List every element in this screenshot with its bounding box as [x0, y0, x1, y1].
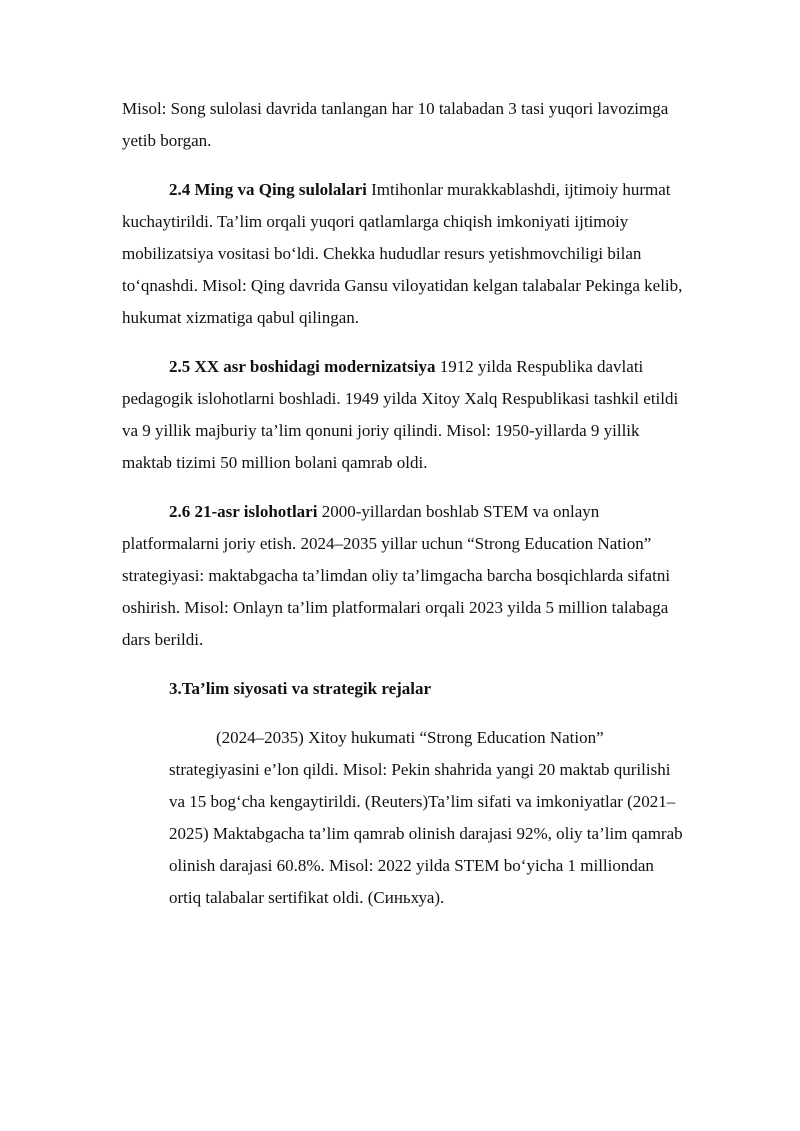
section-2-6-heading: 2.6 21-asr islohotlari [169, 502, 318, 521]
section-3-paragraph: (2024–2035) Xitoy hukumati “Strong Education Nation” strategiyasini e’lon qildi. Misol: Pekin shahrida yangi 20 maktab qurilishi va 15 bog‘cha kengaytirildi. (Reuters)Ta’lim sifati va imkoniyatlar (2021–2025) Maktabgacha ta’lim qamrab olinish darajasi 92%, oliy ta’lim qamrab olinish darajasi 60.8%. Misol: 2022 yilda STEM bo‘yicha 1 milliondan ortiq talabalar sertifikat oldi. (Синьхуа). [169, 728, 683, 907]
section-2-4-paragraph [122, 174, 690, 334]
section-2-6-paragraph [122, 496, 690, 656]
section-2-5-paragraph [122, 351, 690, 479]
section-3-heading: 3.Ta’lim siyosati va strategik rejalar [169, 679, 432, 698]
intro-paragraph: Misol: Song sulolasi davrida tanlangan har 10 talabadan 3 tasi yuqori lavozimga yetib borgan. [122, 99, 669, 150]
section-2-5-heading: 2.5 XX asr boshidagi modernizatsiya [169, 357, 436, 376]
section-2-4-heading: 2.4 Ming va Qing sulolalari [169, 180, 367, 199]
section-2-5-body: 1912 yilda Respublika davlati pedagogik islohotlarni boshladi. 1949 yilda Xitoy Xalq Respublikasi tashkil etildi va 9 yillik majburiy ta’lim qonuni joriy qilindi. Misol: 1950-yillarda 9 yillik maktab tizimi 50 million bolani qamrab oldi. [122, 357, 679, 472]
section-2-4-body: Imtihonlar murakkablashdi, ijtimoiy hurmat kuchaytirildi. Ta’lim orqali yuqori qatlamlarga chiqish imkoniyati ijtimoiy mobilizatsiya vositasi bo‘ldi. Chekka hududlar resurs yetishmovchiligi bilan to‘qnashdi. Misol: Qing davrida Gansu viloyatidan kelgan talabalar Pekinga kelib, hukumat xizmatiga qabul qilingan. [122, 180, 683, 327]
section-2-6-body: 2000-yillardan boshlab STEM va onlayn platformalarni joriy etish. 2024–2035 yillar uchun “Strong Education Nation” strategiyasi: maktabgacha ta’limdan oliy ta’limgacha barcha bosqichlarda sifatni oshirish. Misol: Onlayn ta’lim platformalari orqali 2023 yilda 5 million talabaga dars berildi. [122, 502, 671, 649]
